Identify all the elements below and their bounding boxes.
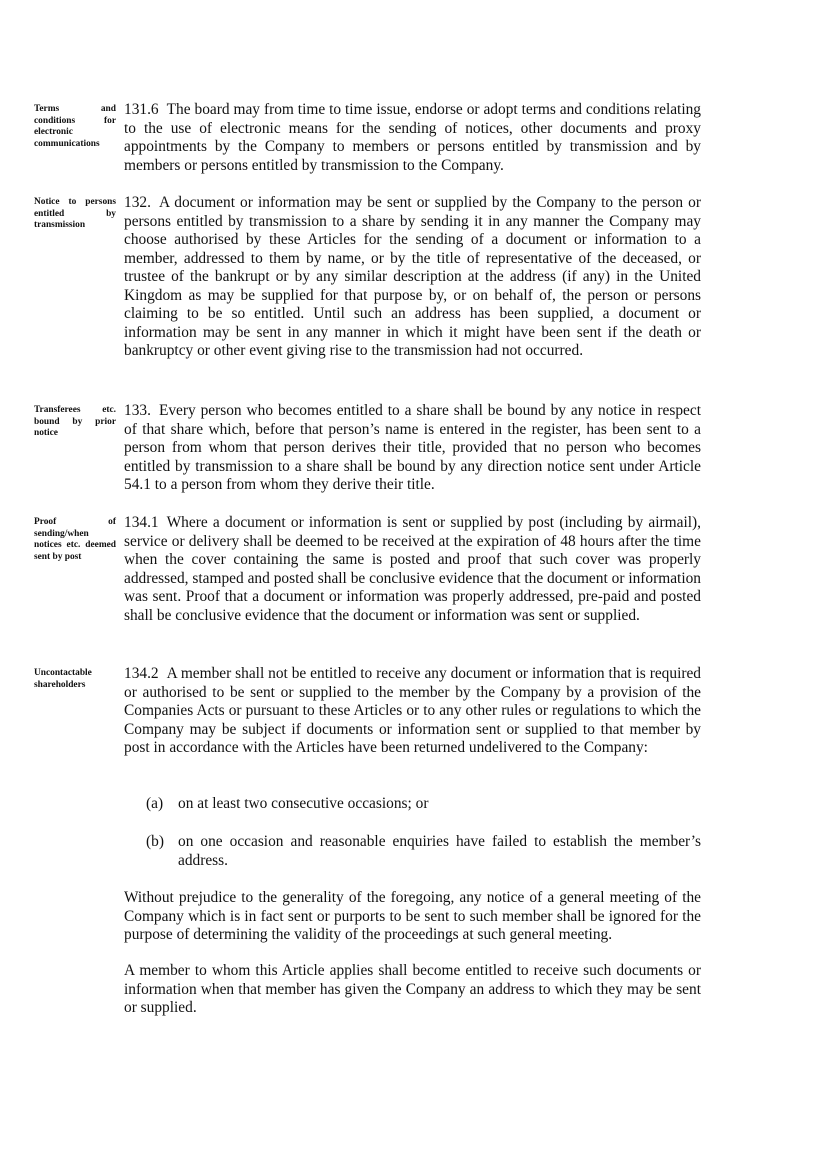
- article-number: 134.1: [124, 514, 159, 531]
- article-number: 131.6: [124, 101, 159, 118]
- article-text: The board may from time to time issue, endorse or adopt terms and conditions relating to the use of electronic means for the sending of notices, other documents and proxy appointments by the Company to members or persons entitled by transmission and by members or persons entitled by transmission to the Company.: [124, 101, 701, 174]
- article-text: A member shall not be entitled to receive any document or information that is required or authorised to be sent or supplied to the member by the Company by a provision of the Companies Acts or pursuant to these Articles or to any other rules or regulations to which the Company may be subject if documents or information sent or supplied to that member by post in accordance with the Articles have been returned undelivered to the Company:: [124, 665, 701, 756]
- article-text: A document or information may be sent or supplied by the Company to the person or persons entitled by transmission to a share by sending it in any manner the Company may choose authorised by these Articles for the sending of a document or information to a member, addressed to them by name, or by the title of representative of the deceased, or trustee of the bankrupt or by any similar description at the address (if any) in the United Kingdom as may be supplied for that purpose by, or on behalf of, the person or persons claiming to be so entitled. Until such an address has been supplied, a document or information may be sent in any manner in which it might have been sent if the death or bankruptcy or other event giving rise to the transmission had not occurred.: [124, 194, 701, 359]
- list-item-text: on one occasion and reasonable enquiries have failed to establish the member’s address.: [178, 833, 701, 869]
- margin-note: Terms and conditions for electronic communications: [34, 104, 116, 149]
- paragraph: [124, 889, 701, 945]
- list-item-text: on at least two consecutive occasions; or: [178, 795, 429, 812]
- paragraph-text: Without prejudice to the generality of the foregoing, any notice of a general meeting of the Company which is in fact sent or purports to be sent to such member shall be ignored for the purpose of determining the validity of the proceedings at such general meeting.: [124, 889, 701, 943]
- article-body: [124, 514, 701, 625]
- article-number: 133.: [124, 402, 151, 419]
- margin-note: Proof of sending/when notices etc. deemed sent by post: [34, 517, 116, 562]
- article-number: 134.2: [124, 665, 159, 682]
- article-body: [124, 101, 701, 175]
- article-text: Where a document or information is sent or supplied by post (including by airmail), service or delivery shall be deemed to be received at the expiration of 48 hours after the time when the cover containing the same is posted and proof that such cover was properly addressed, stamped and posted shall be conclusive evidence that the document or information was sent. Proof that a document or information was properly addressed, pre-paid and posted shall be conclusive evidence that the document or information was sent or supplied.: [124, 514, 701, 624]
- list-item-label: (b): [146, 833, 164, 850]
- margin-note: Notice to persons entitled by transmission: [34, 197, 116, 230]
- list-item-label: (a): [146, 795, 164, 812]
- article-text: Every person who becomes entitled to a share shall be bound by any notice in respect of that share which, before that person’s name is entered in the register, has been sent to a person from whom that person derives their title, provided that no person who becomes entitled by transmission to a share shall be bound by any direction notice sent under Article 54.1 to a person from whom they derive their title.: [124, 402, 701, 493]
- margin-note: Transferees etc. bound by prior notice: [34, 405, 116, 438]
- margin-note: Uncontactable shareholders: [34, 668, 92, 690]
- article-number: 132.: [124, 194, 151, 211]
- article-body: [124, 194, 701, 361]
- paragraph: [124, 962, 701, 1018]
- article-body: [124, 402, 701, 495]
- article-body: [124, 665, 701, 758]
- paragraph-text: A member to whom this Article applies shall become entitled to receive such documents or information when that member has given the Company an address to which they may be sent or supplied.: [124, 962, 701, 1016]
